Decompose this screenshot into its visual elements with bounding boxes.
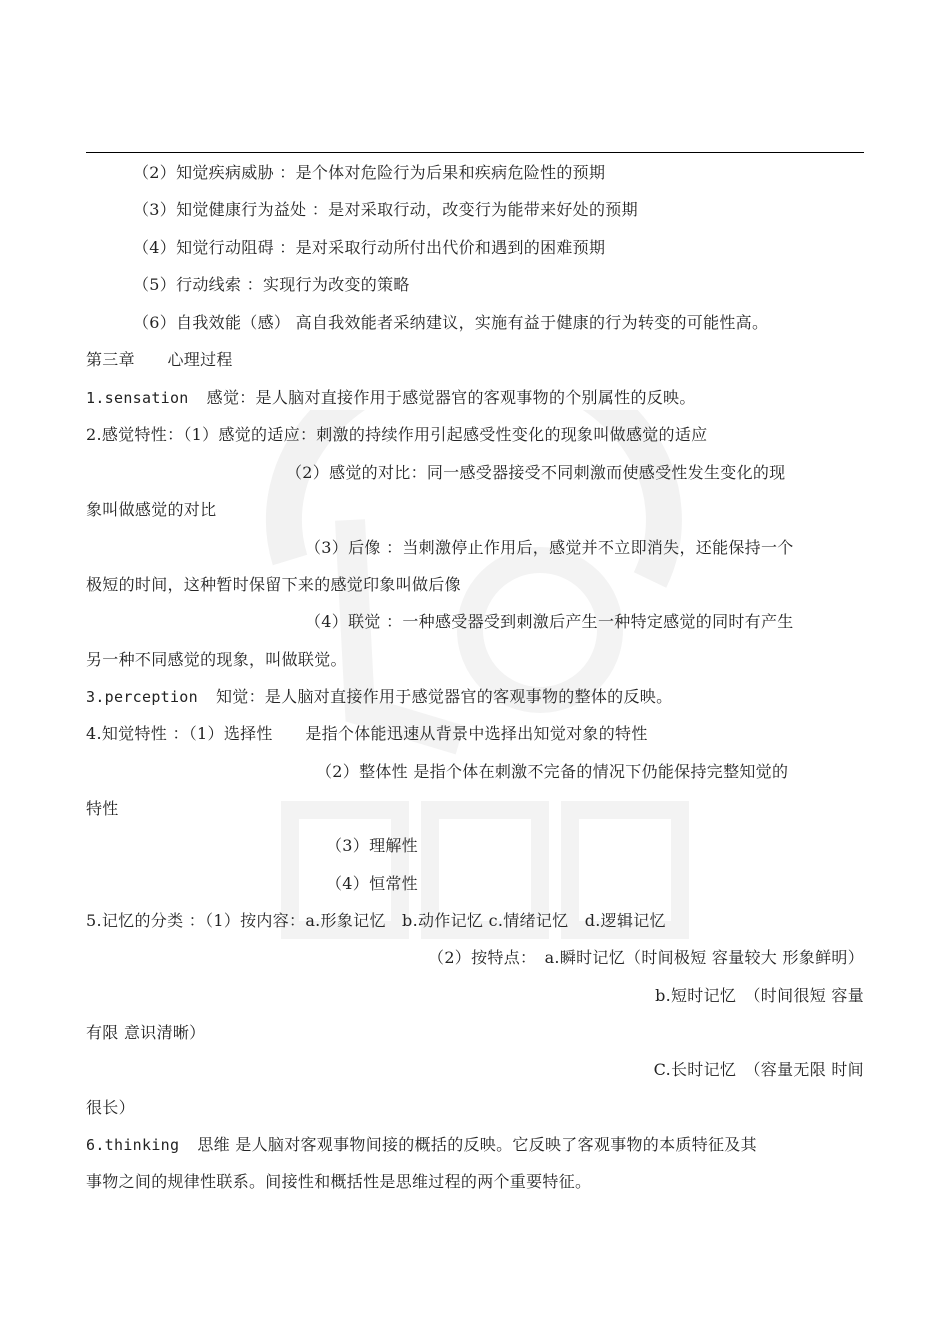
text-line: （4）知觉行动阻碍 ：是对采取行动所付出代价和遇到的困难预期 xyxy=(133,238,606,257)
text-line: 象叫做感觉的对比 xyxy=(86,500,217,519)
term-english: 3.perception xyxy=(86,688,198,706)
text-line: （3）后像 ：当刺激停止作用后，感觉并不立即消失，还能保持一个 xyxy=(305,538,794,557)
term-definition: 感觉：是人脑对直接作用于感觉器官的客观事物的个别属性的反映。 xyxy=(206,388,696,407)
text-line: 5.记忆的分类 ：（1）按内容：a.形象记忆 b.动作记忆 c.情绪记忆 d.逻辑记忆 xyxy=(86,911,666,930)
text-line: 很长） xyxy=(86,1098,135,1117)
text-line xyxy=(86,1135,757,1155)
text-line: 极短的时间，这种暂时保留下来的感觉印象叫做后像 xyxy=(86,575,461,594)
text-line: 2.感觉特性：（1）感觉的适应：刺激的持续作用引起感受性变化的现象叫做感觉的适应 xyxy=(86,425,708,444)
text-line xyxy=(86,388,696,408)
text-line: C.长时记忆 （容量无限 时间 xyxy=(653,1060,864,1079)
text-line: 4.知觉特性 ：（1）选择性 是指个体能迅速从背景中选择出知觉对象的特性 xyxy=(86,724,648,743)
text-line: （2）整体性 是指个体在刺激不完备的情况下仍能保持完整知觉的 xyxy=(316,762,789,781)
text-line: 有限 意识清晰） xyxy=(86,1023,206,1042)
term-definition: 思维 是人脑对客观事物间接的概括的反映。它反映了客观事物的本质特征及其 xyxy=(197,1135,757,1154)
chapter-title: 第三章 心理过程 xyxy=(86,350,233,369)
text-line: （2）知觉疾病威胁 ：是个体对危险行为后果和疾病危险性的预期 xyxy=(133,163,606,182)
text-line: （3）理解性 xyxy=(326,836,418,855)
text-line: （3）知觉健康行为益处 ：是对采取行动，改变行为能带来好处的预期 xyxy=(133,200,638,219)
text-line: （6）自我效能（感） 高自我效能者采纳建议，实施有益于健康的行为转变的可能性高。 xyxy=(133,313,769,332)
term-english: 1.sensation xyxy=(86,389,189,407)
term-english: 6.thinking xyxy=(86,1136,180,1154)
text-line: （4）联觉 ：一种感受器受到刺激后产生一种特定感觉的同时有产生 xyxy=(305,612,794,631)
header-rule xyxy=(86,152,864,153)
term-definition: 知觉：是人脑对直接作用于感觉器官的客观事物的整体的反映。 xyxy=(215,687,673,706)
text-line: （4）恒常性 xyxy=(326,874,418,893)
text-line: 事物之间的规律性联系。间接性和概括性是思维过程的两个重要特征。 xyxy=(86,1172,592,1191)
text-line: （2）感觉的对比：同一感受器接受不同刺激而使感受性发生变化的现 xyxy=(286,463,786,482)
text-line: （5）行动线索 ：实现行为改变的策略 xyxy=(133,275,410,294)
text-line xyxy=(86,687,672,707)
text-line: 另一种不同感觉的现象，叫做联觉。 xyxy=(86,650,347,669)
text-line: b.短时记忆 （时间很短 容量 xyxy=(655,986,864,1005)
text-line: 特性 xyxy=(86,799,119,818)
watermark-logo-icon xyxy=(230,410,710,950)
text-line: （2）按特点： a.瞬时记忆（时间极短 容量较大 形象鲜明） xyxy=(428,948,864,967)
